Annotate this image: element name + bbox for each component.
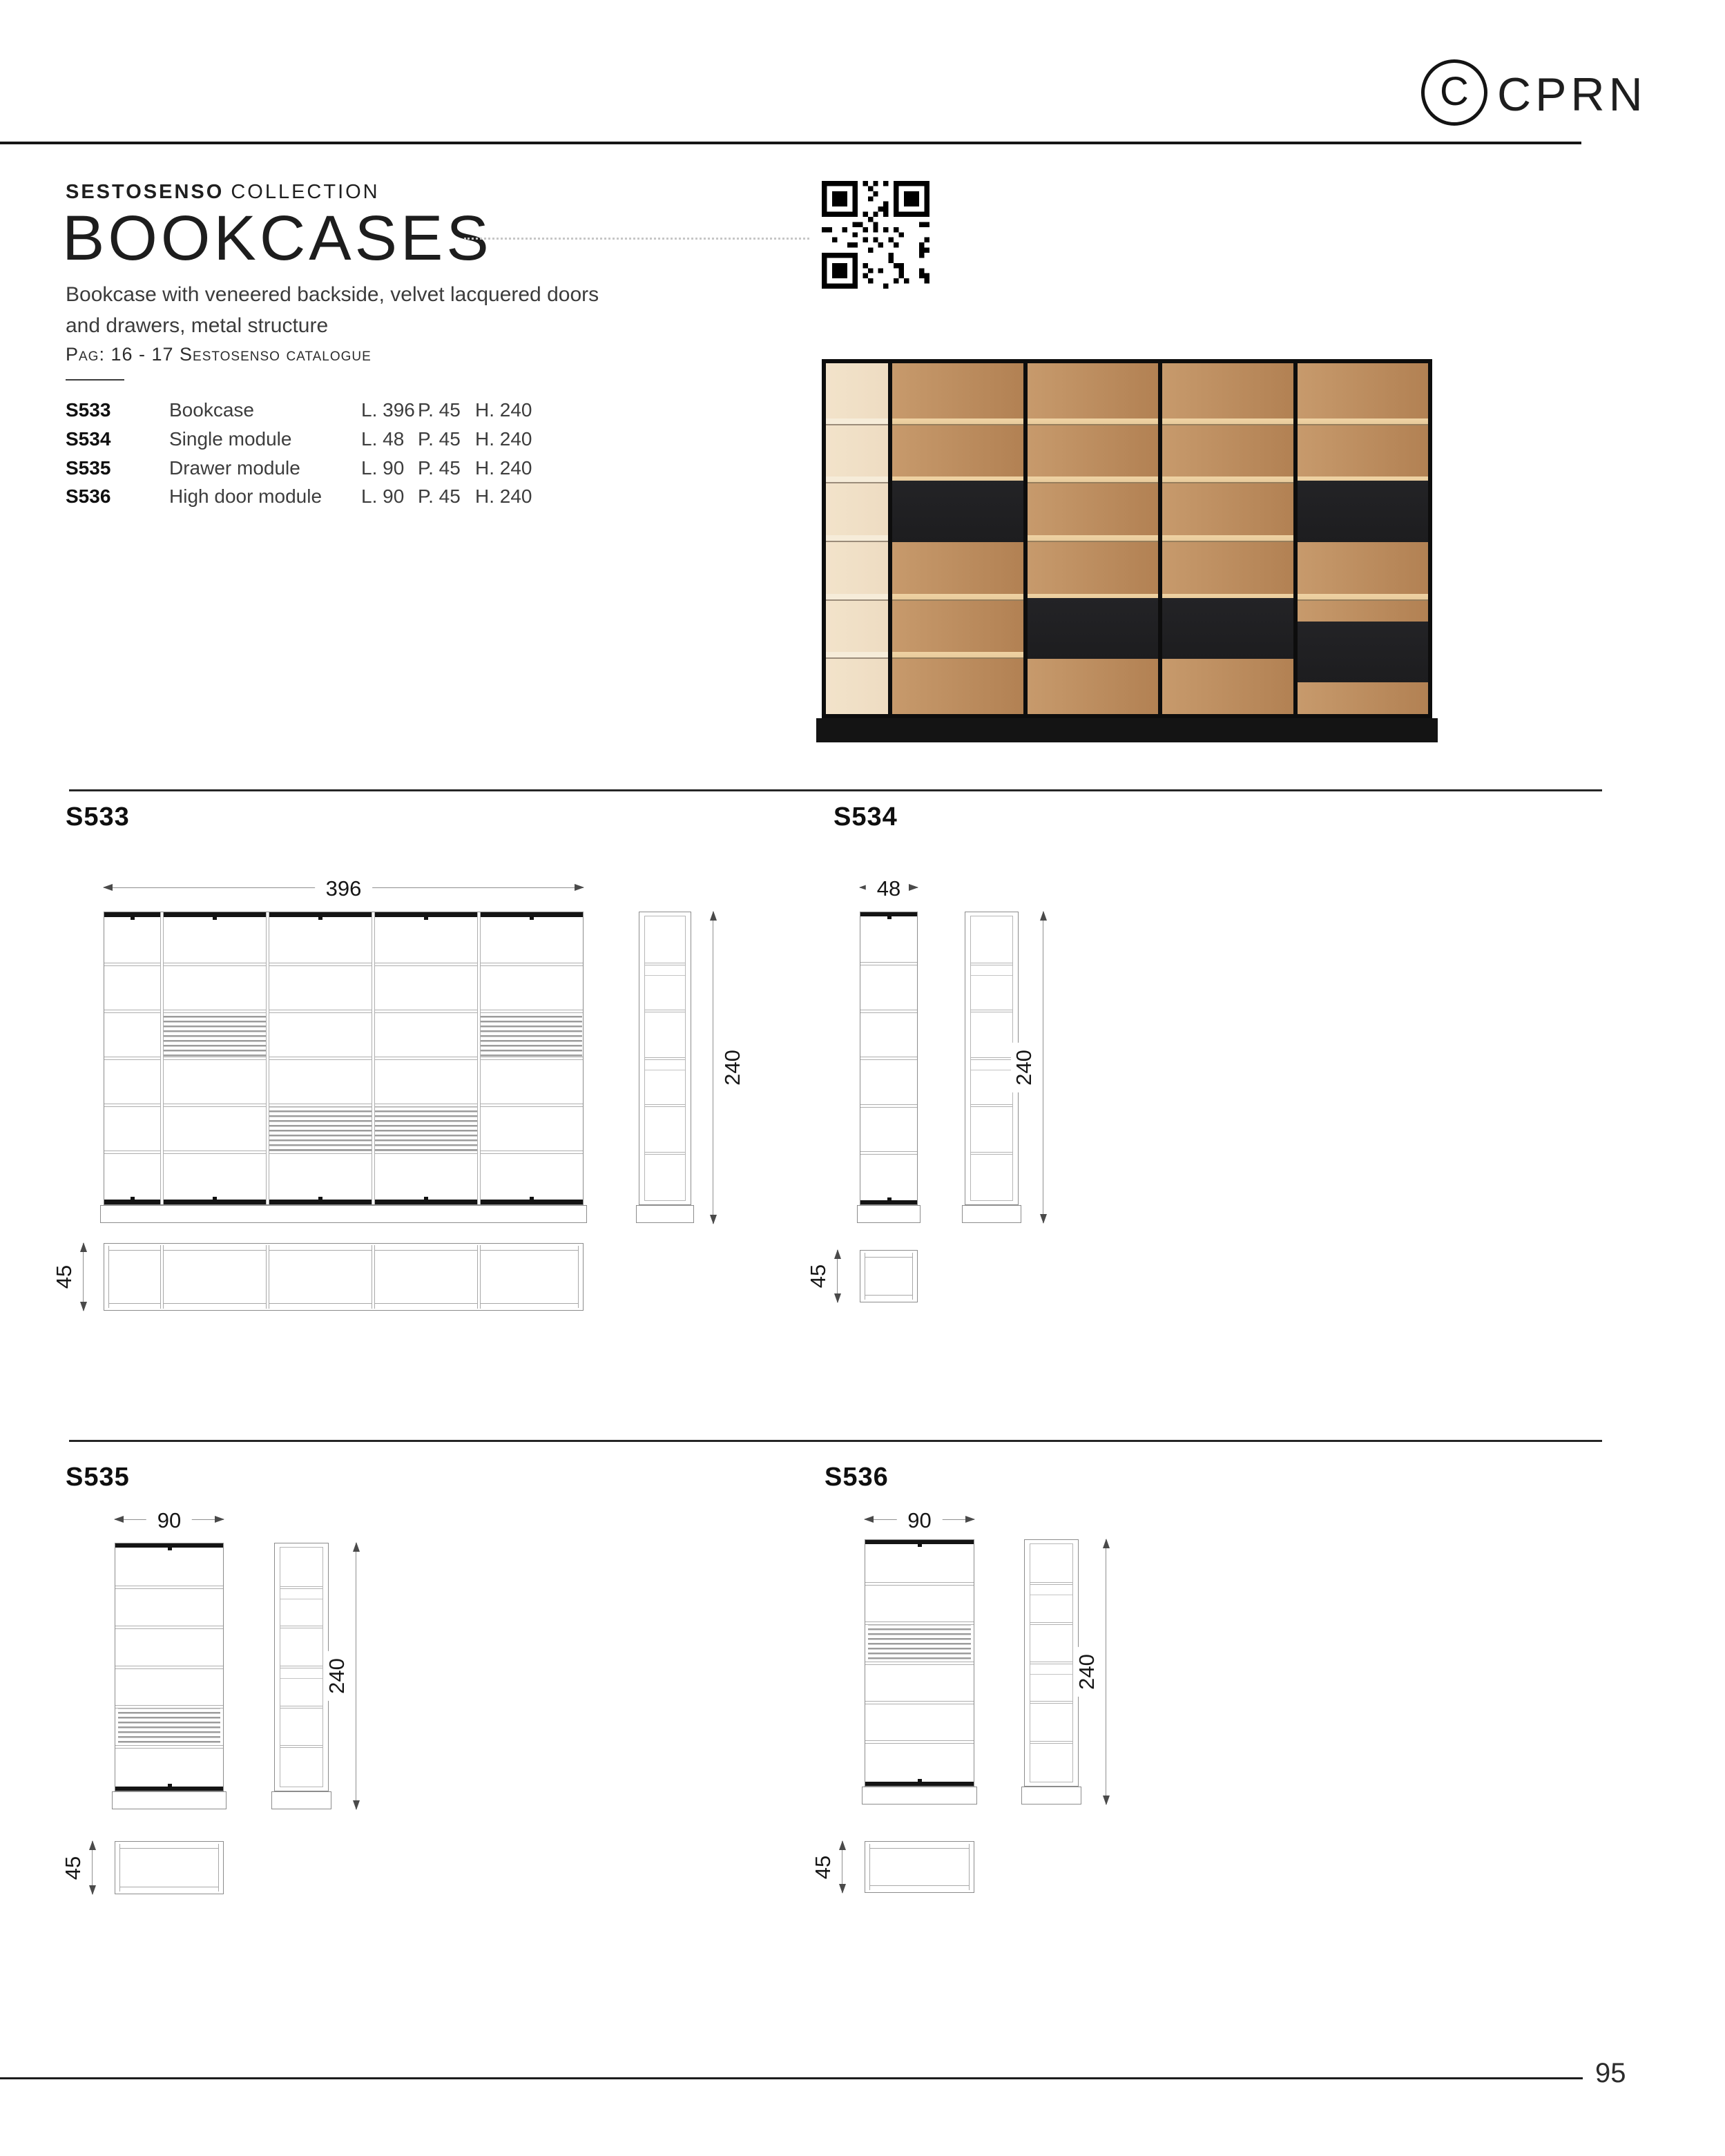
drawing-detail: [115, 1626, 223, 1629]
dim-depth-s536-label: 45: [810, 1848, 836, 1885]
drawing-detail: [104, 1200, 583, 1204]
product-height: H. 240: [475, 457, 532, 479]
product-length: L. 90: [361, 485, 405, 507]
drawing-detail: [969, 1844, 970, 1890]
product-depth: P. 45: [418, 485, 461, 507]
dim-width-s533-label: 396: [315, 876, 373, 901]
product-depth: P. 45: [418, 428, 461, 450]
dim-height-s534-label: 240: [1011, 1043, 1037, 1093]
drawing-detail: [1030, 1741, 1072, 1744]
front-plinth-s536: [862, 1787, 977, 1804]
drawing-detail: [1162, 535, 1293, 542]
dim-depth-s534-label: 45: [805, 1258, 831, 1295]
product-name: Single module: [169, 428, 292, 450]
spec-table-row: [66, 485, 722, 509]
product-name: Bookcase: [169, 399, 254, 421]
drawing-detail: [424, 916, 428, 920]
drawing-detail: [860, 1010, 917, 1013]
drawing-detail: [119, 1848, 219, 1849]
drawing-detail: [892, 594, 1023, 601]
drawing-detail: [1030, 1582, 1072, 1585]
drawing-detail: [104, 1057, 583, 1060]
front-plinth-s534: [857, 1205, 921, 1223]
drawing-detail: [1028, 363, 1159, 714]
dim-width-s535: [115, 1508, 224, 1532]
header-rule: [0, 142, 1581, 144]
catalogue-reference: Pag: 16 - 17 Sestosenso catalogue: [66, 344, 372, 365]
section-code-s534: S534: [833, 802, 898, 831]
page-number: 95: [1595, 2058, 1626, 2088]
drawing-detail: [892, 481, 1023, 542]
product-photo-plinth: [816, 718, 1438, 742]
drawing-detail: [865, 1740, 974, 1744]
drawing-detail: [865, 1582, 974, 1586]
drawing-detail: [1030, 1662, 1072, 1664]
drawing-detail: [645, 1057, 685, 1060]
section-code-s536: S536: [825, 1463, 889, 1492]
section-code-s533: S533: [66, 802, 130, 831]
spec-table-row: [66, 399, 722, 423]
drawing-detail: [971, 1104, 1012, 1107]
drawing-detail: [479, 1011, 582, 1058]
product-depth: P. 45: [418, 399, 461, 421]
description-line-1: Bookcase with veneered backside, velvet lacquered doors: [66, 283, 599, 306]
drawing-detail: [213, 1197, 217, 1200]
drawing-detail: [477, 1245, 481, 1309]
drawing-detail: [372, 1245, 375, 1309]
qr-code-icon: [822, 181, 929, 289]
drawing-detail: [1028, 418, 1159, 425]
section-rule: [69, 1440, 1602, 1442]
side-view-s536: [1024, 1539, 1079, 1787]
drawing-detail: [115, 1666, 223, 1669]
drawing-detail: [860, 1151, 917, 1155]
product-name: High door module: [169, 485, 322, 507]
front-plinth-s535: [112, 1791, 227, 1809]
dim-width-s533: [104, 876, 584, 901]
drawing-detail: [280, 1666, 322, 1668]
dim-width-s534-label: 48: [866, 876, 912, 901]
drawing-detail: [826, 477, 888, 483]
drawing-detail: [1030, 1674, 1072, 1675]
drawing-detail: [1028, 477, 1159, 483]
front-view-s535: [115, 1543, 224, 1791]
product-length: L. 396: [361, 399, 415, 421]
drawing-detail: [162, 1011, 267, 1058]
drawing-detail: [213, 916, 217, 920]
section-code-s535: S535: [66, 1463, 130, 1492]
drawing-detail: [1298, 594, 1429, 601]
drawing-detail: [645, 1010, 685, 1012]
drawing-detail: [477, 912, 481, 1204]
drawing-detail: [104, 1104, 583, 1107]
drawing-detail: [912, 1253, 913, 1300]
drawing-detail: [918, 1779, 922, 1782]
front-view-s534: [860, 912, 918, 1205]
product-code: S533: [66, 399, 111, 421]
drawing-detail: [104, 1151, 583, 1154]
top-view-s535: [115, 1841, 224, 1894]
drawing-detail: [118, 1707, 220, 1747]
product-photo: [822, 359, 1432, 718]
drawing-detail: [826, 535, 888, 542]
product-description: [66, 279, 599, 341]
drawing-detail: [826, 594, 888, 601]
drawing-detail: [131, 916, 135, 920]
drawing-detail: [266, 1245, 269, 1309]
dim-depth-s534: [806, 1250, 838, 1302]
drawing-detail: [160, 912, 164, 1204]
drawing-detail: [971, 1057, 1012, 1060]
drawing-detail: [1298, 481, 1429, 542]
drawing-detail: [530, 1197, 534, 1200]
drawing-detail: [1298, 363, 1429, 714]
drawing-detail: [826, 363, 888, 714]
dim-height-s536-label: 240: [1074, 1647, 1100, 1697]
brand-name: CPRN: [1497, 68, 1647, 121]
dim-depth-s535-label: 45: [60, 1849, 86, 1886]
spec-table-row: [66, 457, 722, 481]
drawing-detail: [266, 912, 269, 1204]
side-plinth-s534: [962, 1205, 1021, 1223]
product-code: S535: [66, 457, 111, 479]
drawing-detail: [424, 1197, 428, 1200]
dim-width-s534: [860, 876, 918, 901]
description-line-2: and drawers, metal structure: [66, 314, 329, 337]
drawing-detail: [865, 1662, 974, 1665]
drawing-detail: [865, 1257, 913, 1258]
drawing-detail: [108, 1250, 579, 1251]
drawing-detail: [280, 1626, 322, 1628]
drawing-detail: [860, 1104, 917, 1108]
drawing-detail: [131, 1197, 135, 1200]
circled-c-icon: C: [1440, 68, 1469, 114]
product-name: Drawer module: [169, 457, 300, 479]
product-height: H. 240: [475, 399, 532, 421]
page-title: BOOKCASES: [62, 203, 492, 273]
drawing-detail: [168, 1547, 172, 1550]
drawing-detail: [115, 1745, 223, 1749]
drawing-detail: [1028, 598, 1159, 660]
drawing-detail: [860, 1057, 917, 1060]
dim-width-s535-label: 90: [146, 1508, 192, 1533]
drawing-detail: [1030, 1701, 1072, 1704]
drawing-detail: [1162, 477, 1293, 483]
drawing-detail: [971, 1010, 1012, 1012]
drawing-detail: [1030, 1622, 1072, 1625]
drawing-detail: [268, 1106, 372, 1153]
title-connector-line: [464, 238, 809, 240]
front-view-s536: [865, 1539, 974, 1787]
drawing-detail: [1298, 622, 1429, 683]
top-view-s534: [860, 1250, 918, 1302]
drawing-detail: [1162, 418, 1293, 425]
dim-width-s536-label: 90: [896, 1508, 942, 1533]
side-view-s533: [639, 912, 691, 1205]
drawing-detail: [119, 1844, 120, 1892]
drawing-detail: [868, 1624, 971, 1663]
section-rule: [69, 789, 1602, 791]
drawing-detail: [104, 963, 583, 966]
side-view-s535: [274, 1543, 329, 1791]
drawing-detail: [887, 916, 892, 919]
front-view-s533: [104, 912, 584, 1205]
drawing-detail: [887, 1197, 892, 1201]
product-height: H. 240: [475, 485, 532, 507]
dim-depth-s533: [52, 1243, 84, 1311]
dim-width-s536: [865, 1508, 974, 1532]
drawing-detail: [160, 1245, 164, 1309]
product-height: H. 240: [475, 428, 532, 450]
drawing-detail: [1162, 363, 1293, 714]
front-plinth-s533: [100, 1205, 587, 1223]
drawing-detail: [530, 916, 534, 920]
product-length: L. 90: [361, 457, 405, 479]
drawing-detail: [168, 1784, 172, 1787]
product-code: S534: [66, 428, 111, 450]
dim-depth-s533-label: 45: [51, 1258, 77, 1296]
intro-divider: [66, 379, 124, 381]
drawing-detail: [374, 1106, 478, 1153]
dim-height-s533-label: 240: [720, 1043, 746, 1093]
dim-depth-s535: [61, 1841, 93, 1894]
drawing-detail: [645, 1152, 685, 1155]
drawing-detail: [280, 1678, 322, 1679]
drawing-detail: [865, 1621, 974, 1625]
collection-label: [66, 181, 380, 204]
drawing-detail: [578, 1246, 579, 1308]
product-code: S536: [66, 485, 111, 507]
drawing-detail: [115, 1586, 223, 1589]
drawing-detail: [918, 1543, 922, 1547]
product-depth: P. 45: [418, 457, 461, 479]
spec-table-row: [66, 428, 722, 452]
side-plinth-s533: [636, 1205, 694, 1223]
footer-rule: [0, 2077, 1583, 2079]
drawing-detail: [869, 1885, 970, 1886]
drawing-detail: [971, 975, 1012, 976]
drawing-detail: [892, 418, 1023, 425]
drawing-detail: [115, 1705, 223, 1709]
product-length: L. 48: [361, 428, 405, 450]
collection-name: SESTOSENSO: [66, 181, 224, 203]
drawing-detail: [645, 1104, 685, 1107]
top-view-s536: [865, 1841, 974, 1893]
drawing-detail: [645, 975, 685, 976]
drawing-detail: [318, 916, 322, 920]
drawing-detail: [104, 1010, 583, 1013]
drawing-detail: [971, 963, 1012, 965]
collection-word: COLLECTION: [231, 181, 380, 203]
drawing-detail: [280, 1706, 322, 1709]
brand-logo-circle: [1421, 59, 1487, 126]
drawing-detail: [892, 652, 1023, 659]
top-view-s533: [104, 1243, 584, 1311]
drawing-detail: [372, 912, 375, 1204]
drawing-detail: [104, 912, 583, 917]
drawing-detail: [318, 1197, 322, 1200]
drawing-detail: [865, 1701, 974, 1704]
drawing-detail: [869, 1844, 870, 1890]
drawing-detail: [108, 1246, 109, 1308]
drawing-detail: [826, 652, 888, 659]
drawing-detail: [869, 1848, 970, 1849]
drawing-detail: [280, 1745, 322, 1748]
dim-height-s535-label: 240: [324, 1651, 350, 1701]
drawing-detail: [860, 962, 917, 965]
drawing-detail: [108, 1303, 579, 1304]
drawing-detail: [1028, 535, 1159, 542]
drawing-detail: [971, 1152, 1012, 1155]
drawing-detail: [1162, 598, 1293, 660]
drawing-detail: [826, 418, 888, 425]
side-plinth-s536: [1021, 1787, 1081, 1804]
drawing-detail: [865, 1295, 913, 1296]
drawing-detail: [1298, 418, 1429, 425]
drawing-detail: [892, 363, 1023, 714]
drawing-detail: [218, 1844, 219, 1892]
drawing-detail: [280, 1586, 322, 1589]
side-plinth-s535: [271, 1791, 331, 1809]
drawing-detail: [645, 963, 685, 965]
